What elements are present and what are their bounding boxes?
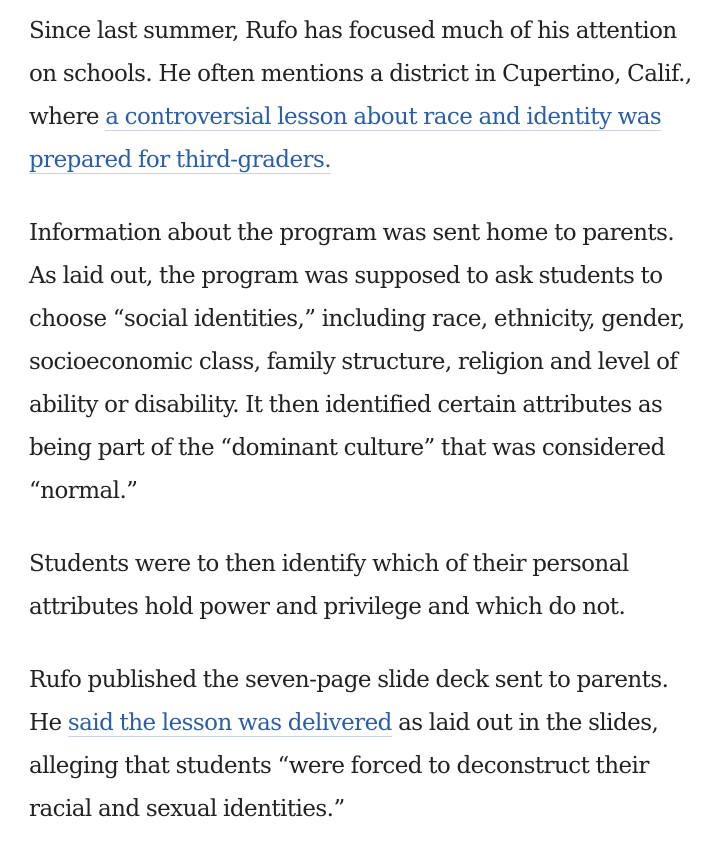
paragraph-students: Students were to then identify which of their personal attributes hold power and privilege and which do not. (29, 551, 629, 620)
paragraph-cupertino (29, 10, 701, 182)
paragraph-program-info: Information about the program was sent home to parents. As laid out, the program was supposed to ask students to choose “social identities,” including race, ethnicity, gender, socioeconomic class, family structure, religion and level of ability or disability. It then identified certain attributes as being part of the “dominant culture” that was considered “normal.” (29, 220, 685, 504)
delivered-link[interactable]: said the lesson was delivered (67, 710, 392, 736)
lesson-link[interactable]: a controversial lesson about race and identity was prepared for third-graders. (29, 104, 662, 173)
paragraph-text: Rufo published the seven-page slide deck sent to parents. He (29, 667, 669, 736)
paragraph-text: as laid out in the slides, alleging that students “were forced to deconstruct their racial and sexual identities.” (29, 710, 659, 822)
paragraph-text: Since last summer, Rufo has focused much of his attention on schools. He often mentions a district in Cupertino, Calif., where (29, 18, 692, 130)
paragraph-slide-deck (29, 659, 701, 831)
